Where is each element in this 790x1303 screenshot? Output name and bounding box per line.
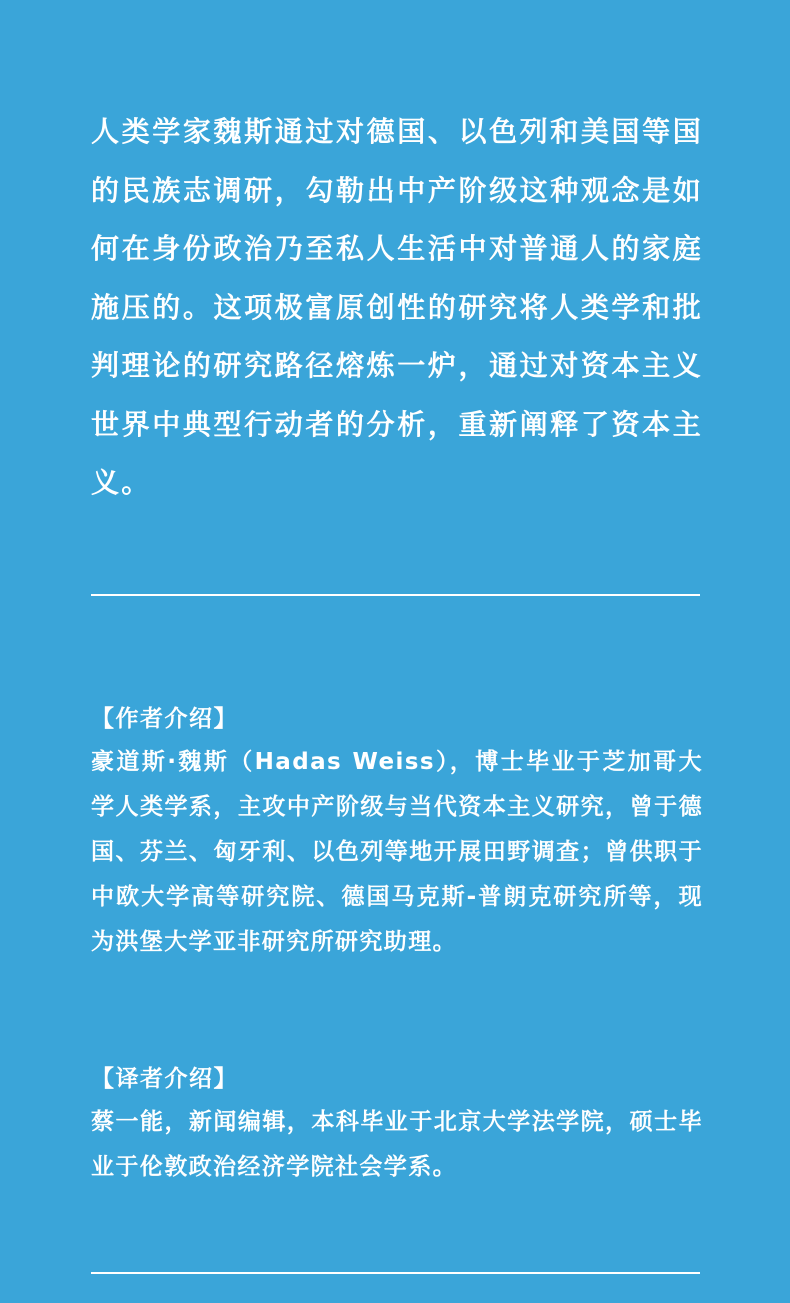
bottom-divider — [91, 1272, 700, 1274]
author-section — [91, 704, 703, 965]
author-heading: 【作者介绍】 — [91, 706, 238, 732]
book-intro-paragraph: 人类学家魏斯通过对德国、以色列和美国等国的民族志调研，勾勒出中产阶级这种观念是如何在身份政治乃至私人生活中对普通人的家庭施压的。这项极富原创性的研究将人类学和批判理论的研究路径熔炼一炉，通过对资本主义世界中典型行动者的分析，重新阐释了资本主义。 — [91, 115, 703, 499]
translator-bio: 蔡一能，新闻编辑，本科毕业于北京大学法学院，硕士毕业于伦敦政治经济学院社会学系。 — [91, 1109, 703, 1180]
translator-section — [91, 1064, 703, 1190]
author-bio: 豪道斯·魏斯（Hadas Weiss），博士毕业于芝加哥大学人类学系，主攻中产阶级与当代资本主义研究，曾于德国、芬兰、匈牙利、以色列等地开展田野调查；曾供职于中欧大学高等研究院、德国马克斯-普朗克研究所等，现为洪堡大学亚非研究所研究助理。 — [91, 749, 703, 955]
section-divider — [91, 594, 700, 596]
translator-heading: 【译者介绍】 — [91, 1066, 238, 1092]
